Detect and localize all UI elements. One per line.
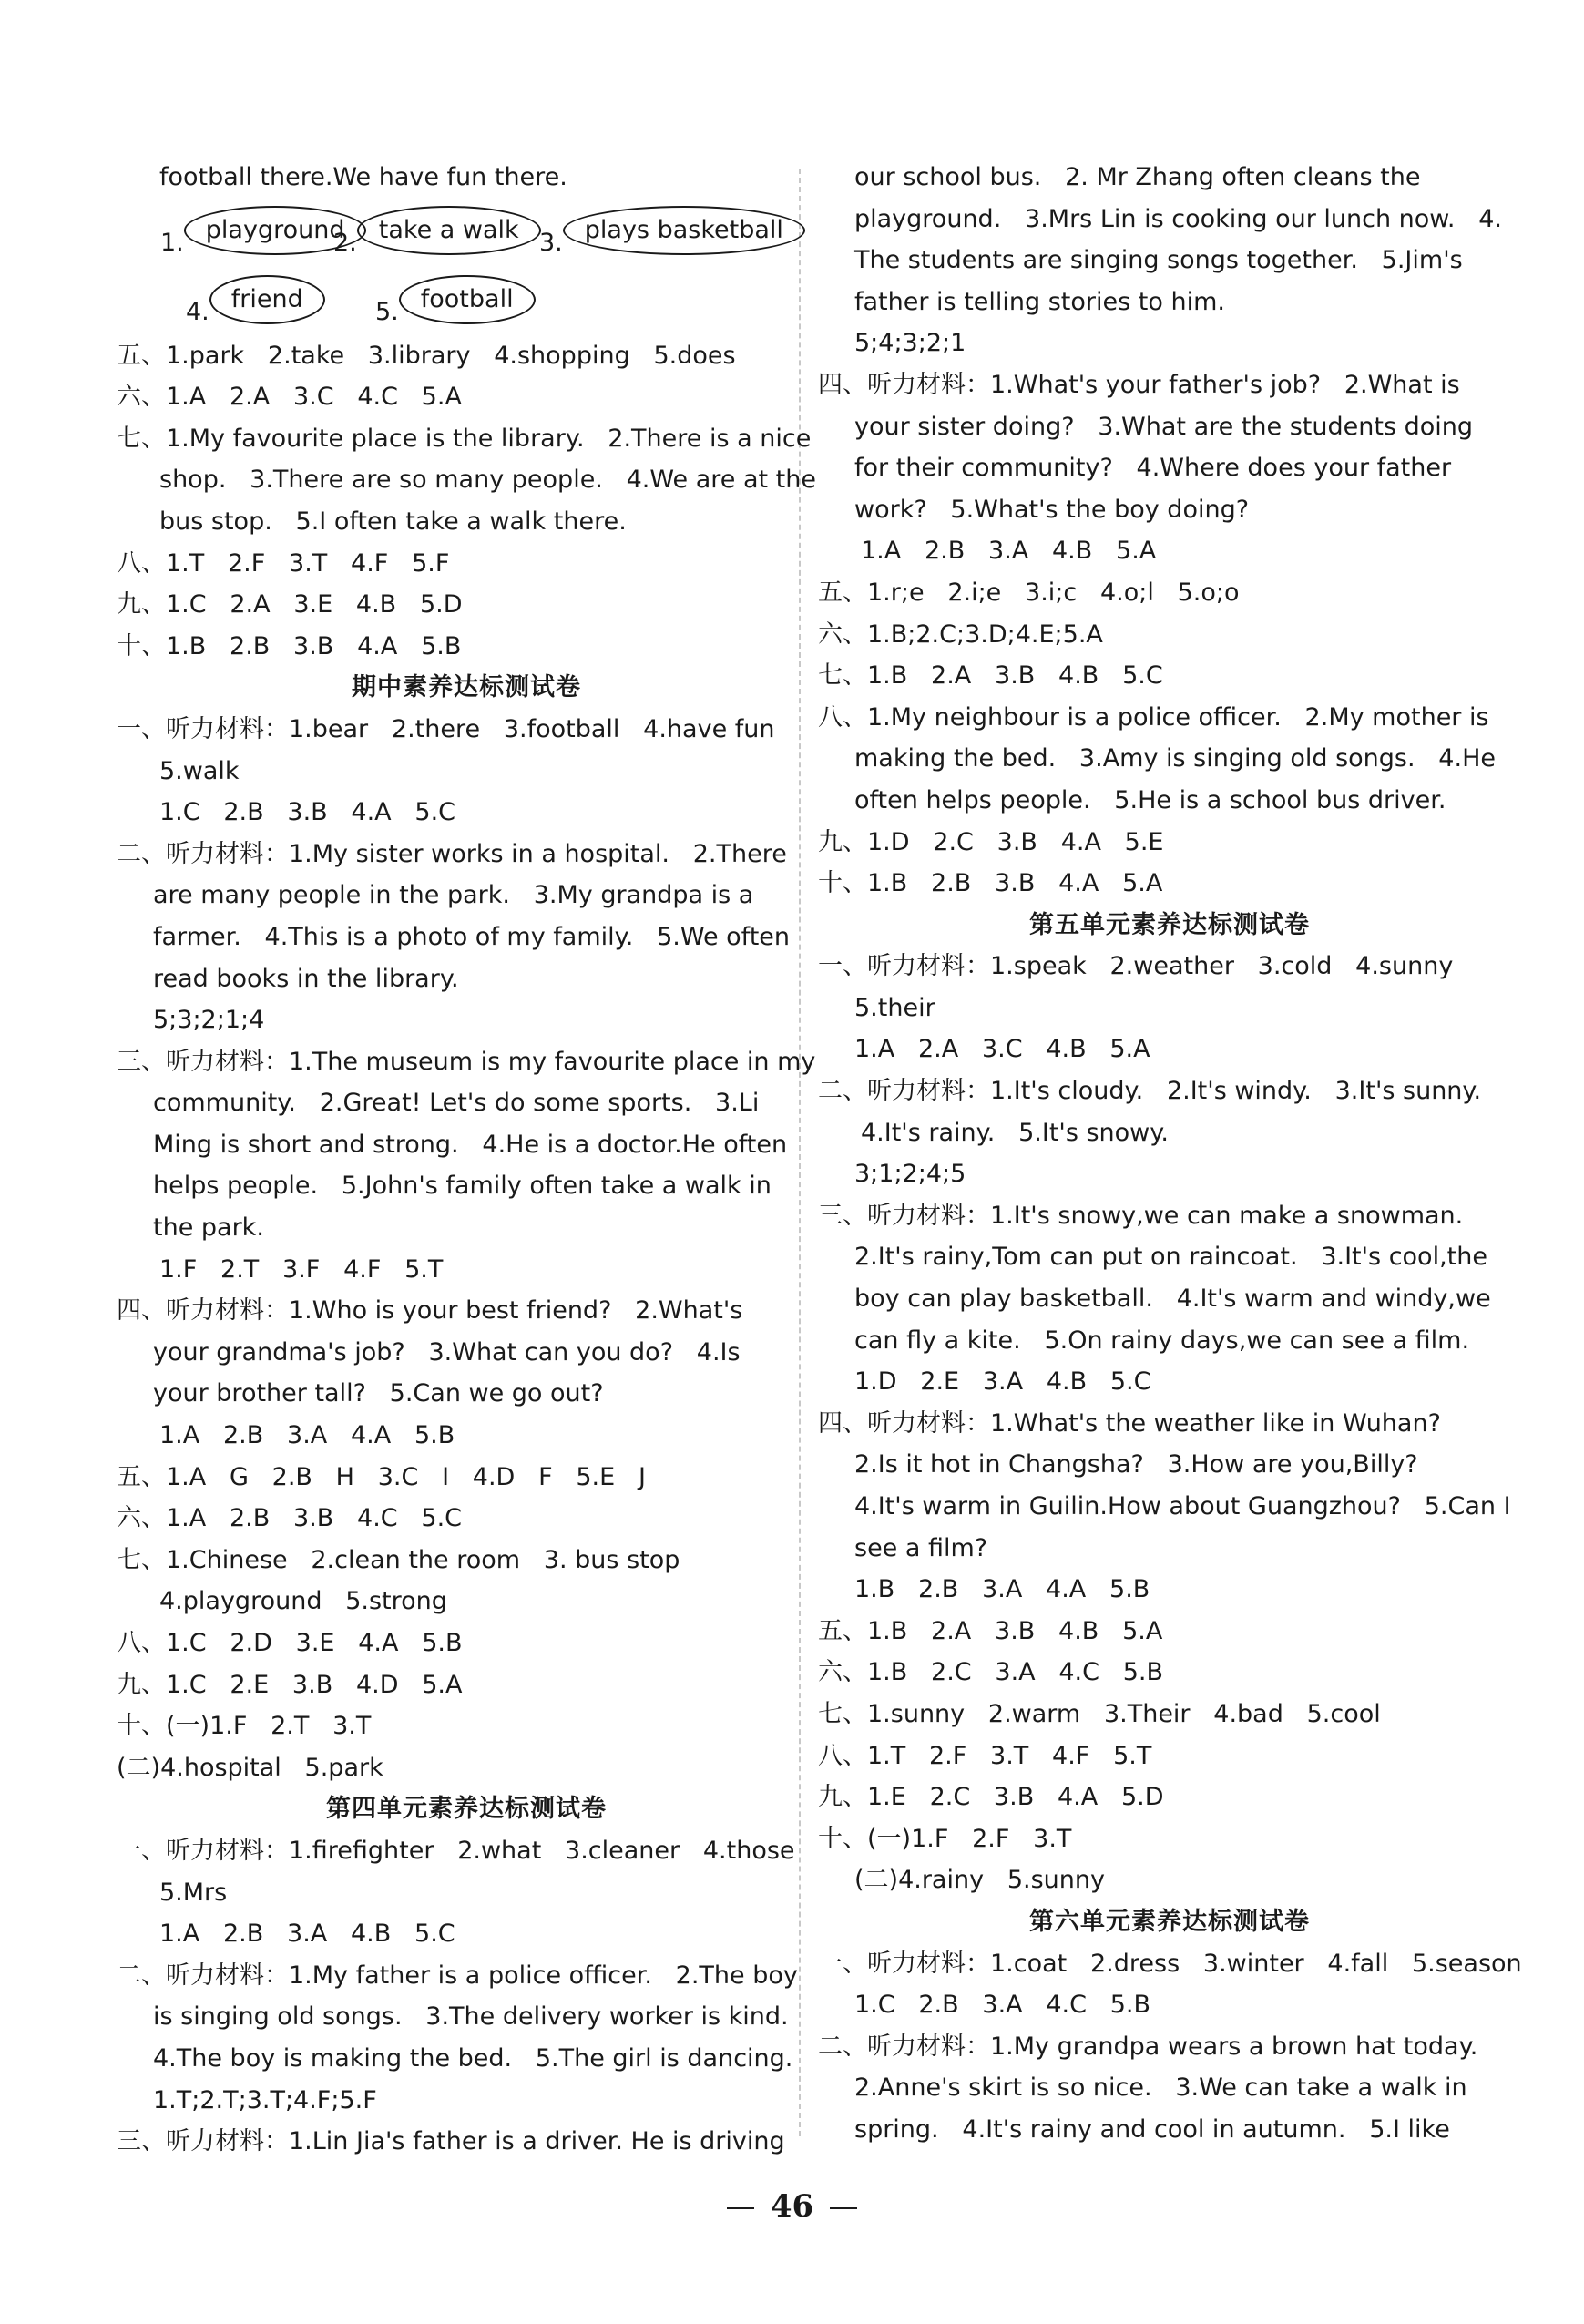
text-line: 四、听力材料：1.Who is your best friend? 2.What's (117, 1296, 743, 1326)
text-line: 十、(一)1.F 2.T 3.T (117, 1712, 372, 1741)
text-line: our school bus. 2. Mr Zhang often cleans the (854, 163, 1421, 191)
text-line: 六、1.B 2.C 3.A 4.C 5.B (818, 1658, 1164, 1687)
text-line: 八、1.T 2.F 3.T 4.F 5.F (117, 548, 450, 578)
text-line: 1.A 2.B 3.A 4.B 5.A (861, 537, 1157, 566)
text-line: 1.A 2.A 3.C 4.B 5.A (854, 1035, 1150, 1064)
text-line: is singing old songs. 3.The delivery worker is kind. (153, 2002, 789, 2032)
text-line: 4.The boy is making the bed. 5.The girl is dancing. (153, 2043, 793, 2073)
text-line: 六、1.A 2.B 3.B 4.C 5.C (117, 1504, 463, 1533)
text-line: 十、1.B 2.B 3.B 4.A 5.A (818, 869, 1163, 898)
circled-answer: playground (184, 206, 367, 255)
text-line: 一、听力材料：1.coat 2.dress 3.winter 4.fall 5.season (818, 1949, 1522, 1978)
circled-answer: football (399, 275, 536, 324)
text-line: 五、1.A G 2.B H 3.C I 4.D F 5.E J (117, 1462, 646, 1491)
text-line: 二、听力材料：1.My sister works in a hospital. 2.There (117, 839, 787, 868)
text-line: 五、1.B 2.A 3.B 4.B 5.A (818, 1616, 1163, 1645)
page-number: 46 (770, 2188, 814, 2225)
right-column (818, 157, 1522, 2151)
text-line: 2.Anne's skirt is so nice. 3.We can take a walk in (854, 2073, 1467, 2103)
text-line: football there.We have fun there. (159, 163, 567, 191)
oval-option-4: 4. friend (186, 268, 325, 333)
text-line: 二、听力材料：1.My father is a police officer. 2.The boy (117, 1961, 798, 1990)
text-line: 一、听力材料：1.firefighter 2.what 3.cleaner 4.those (117, 1836, 795, 1865)
text-line: bus stop. 5.I often take a walk there. (159, 507, 627, 536)
answer-oval-row-1 (117, 199, 783, 268)
text-line: 七、1.Chinese 2.clean the room 3. bus stop (117, 1545, 680, 1574)
text-line: 2.Is it hot in Changsha? 3.How are you,Billy? (854, 1450, 1418, 1479)
text-line: 七、1.sunny 2.warm 3.Their 4.bad 5.cool (818, 1699, 1381, 1728)
text-line: for their community? 4.Where does your father (854, 454, 1452, 483)
text-line: 5;3;2;1;4 (153, 1006, 265, 1035)
text-line: 1.C 2.B 3.B 4.A 5.C (159, 798, 456, 827)
text-line: 二、听力材料：1.My grandpa wears a brown hat today. (818, 2032, 1478, 2061)
text-line: 六、1.B;2.C;3.D;4.E;5.A (818, 619, 1103, 649)
text-line: 5.their (854, 993, 935, 1022)
text-line: The students are singing songs together. 5.Jim's (854, 246, 1463, 275)
text-line: 十、1.B 2.B 3.B 4.A 5.B (117, 631, 462, 660)
text-line: 4.playground 5.strong (159, 1587, 447, 1616)
text-line: 八、1.C 2.D 3.E 4.A 5.B (117, 1629, 463, 1657)
circled-answer: friend (209, 275, 325, 324)
text-line: your sister doing? 3.What are the students doing (854, 412, 1473, 441)
text-line: see a film? (854, 1533, 988, 1562)
section-heading: 第六单元素养达标测试卷 (1029, 1907, 1310, 1936)
text-line: 八、1.My neighbour is a police officer. 2.My mother is (818, 702, 1489, 732)
text-line: 1.T;2.T;3.T;4.F;5.F (153, 2085, 377, 2114)
circled-answer: plays basketball (563, 206, 805, 255)
section-heading: 第四单元素养达标测试卷 (326, 1795, 607, 1824)
left-column (117, 157, 816, 2163)
text-line: 五、1.park 2.take 3.library 4.shopping 5.does (117, 341, 736, 370)
text-line: 九、1.C 2.E 3.B 4.D 5.A (117, 1670, 463, 1699)
text-line: father is telling stories to him. (854, 287, 1225, 316)
text-line: work? 5.What's the boy doing? (854, 495, 1250, 524)
text-line: read books in the library. (153, 964, 459, 993)
answer-oval-row-2 (117, 268, 780, 335)
text-line: 4.It's rainy. 5.It's snowy. (861, 1118, 1169, 1147)
oval-option-3: 3. plays basketball (539, 199, 805, 264)
text-line: 5;4;3;2;1 (854, 329, 966, 358)
text-line: shop. 3.There are so many people. 4.We are at the (159, 466, 816, 495)
text-line: 九、1.E 2.C 3.B 4.A 5.D (818, 1783, 1164, 1812)
text-line: 2.It's rainy,Tom can put on raincoat. 3.It's cool,the (854, 1243, 1487, 1272)
section-heading: 期中素养达标测试卷 (352, 673, 581, 702)
text-line: (二)4.rainy 5.sunny (854, 1866, 1105, 1895)
page-number-footer (0, 2188, 1584, 2225)
text-line: 5.walk (159, 756, 240, 785)
text-line: the park. (153, 1213, 264, 1243)
oval-option-5: 5. football (375, 268, 536, 333)
text-line: 1.C 2.B 3.A 4.C 5.B (854, 1991, 1151, 2020)
text-line: are many people in the park. 3.My grandpa is a (153, 881, 754, 910)
section-heading: 第五单元素养达标测试卷 (1029, 910, 1310, 939)
text-line: 3;1;2;4;5 (854, 1160, 966, 1189)
text-line: making the bed. 3.Amy is singing old songs. 4.He (854, 744, 1496, 773)
text-line: boy can play basketball. 4.It's warm and windy,we (854, 1285, 1491, 1314)
text-line: 一、听力材料：1.speak 2.weather 3.cold 4.sunny (818, 952, 1454, 981)
text-line: 十、(一)1.F 2.F 3.T (818, 1824, 1072, 1853)
text-line: 4.It's warm in Guilin.How about Guangzhou? 5.Can I (854, 1492, 1511, 1520)
oval-option-1: 1. playground (160, 199, 366, 264)
text-line: 五、1.r;e 2.i;e 3.i;c 4.o;l 5.o;o (818, 578, 1240, 607)
text-line: 四、听力材料：1.What's your father's job? 2.What is (818, 370, 1460, 399)
text-line: 三、听力材料：1.The museum is my favourite place in my (117, 1047, 816, 1076)
text-line: 5.Mrs (159, 1878, 228, 1907)
text-line: 1.D 2.E 3.A 4.B 5.C (854, 1367, 1151, 1397)
text-line: 七、1.My favourite place is the library. 2.There is a nice (117, 424, 812, 453)
text-line: (二)4.hospital 5.park (117, 1753, 383, 1782)
text-line: 七、1.B 2.A 3.B 4.B 5.C (818, 661, 1163, 691)
text-line: 九、1.D 2.C 3.B 4.A 5.E (818, 827, 1164, 856)
text-line: 四、听力材料：1.What's the weather like in Wuhan? (818, 1408, 1441, 1438)
text-line: 八、1.T 2.F 3.T 4.F 5.T (818, 1741, 1152, 1770)
text-line: 六、1.A 2.A 3.C 4.C 5.A (117, 383, 462, 412)
text-line: 1.F 2.T 3.F 4.F 5.T (159, 1254, 444, 1284)
text-line: 九、1.C 2.A 3.E 4.B 5.D (117, 590, 463, 619)
text-line: your grandma's job? 3.What can you do? 4.Is (153, 1337, 741, 1367)
text-line: 一、听力材料：1.bear 2.there 3.football 4.have fun (117, 714, 775, 743)
text-line: 三、听力材料：1.It's snowy,we can make a snowman. (818, 1201, 1464, 1230)
text-line: 二、听力材料：1.It's cloudy. 2.It's windy. 3.It's sunny. (818, 1077, 1482, 1106)
text-line: can fly a kite. 5.On rainy days,we can see a film. (854, 1326, 1470, 1355)
text-line: your brother tall? 5.Can we go out? (153, 1379, 604, 1408)
text-line: community. 2.Great! Let's do some sports. 3.Li (153, 1089, 760, 1118)
text-line: farmer. 4.This is a photo of my family. 5.We often (153, 922, 791, 951)
oval-option-2: 2. take a walk (333, 199, 541, 264)
text-line: often helps people. 5.He is a school bus driver. (854, 785, 1446, 814)
text-line: Ming is short and strong. 4.He is a doctor.He often (153, 1130, 788, 1159)
footer-dash (830, 2207, 857, 2209)
text-line: helps people. 5.John's family often take a walk in (153, 1172, 772, 1201)
text-line: 1.A 2.B 3.A 4.A 5.B (159, 1421, 455, 1450)
text-line: 1.A 2.B 3.A 4.B 5.C (159, 1920, 455, 1949)
footer-dash (727, 2207, 754, 2209)
text-line: 1.B 2.B 3.A 4.A 5.B (854, 1575, 1150, 1604)
circled-answer: take a walk (357, 206, 541, 255)
text-line: spring. 4.It's rainy and cool in autumn. 5.I like (854, 2114, 1450, 2144)
text-line: 三、听力材料：1.Lin Jia's father is a driver. He is driving (117, 2127, 785, 2156)
text-line: playground. 3.Mrs Lin is cooking our lunch now. 4. (854, 204, 1502, 233)
